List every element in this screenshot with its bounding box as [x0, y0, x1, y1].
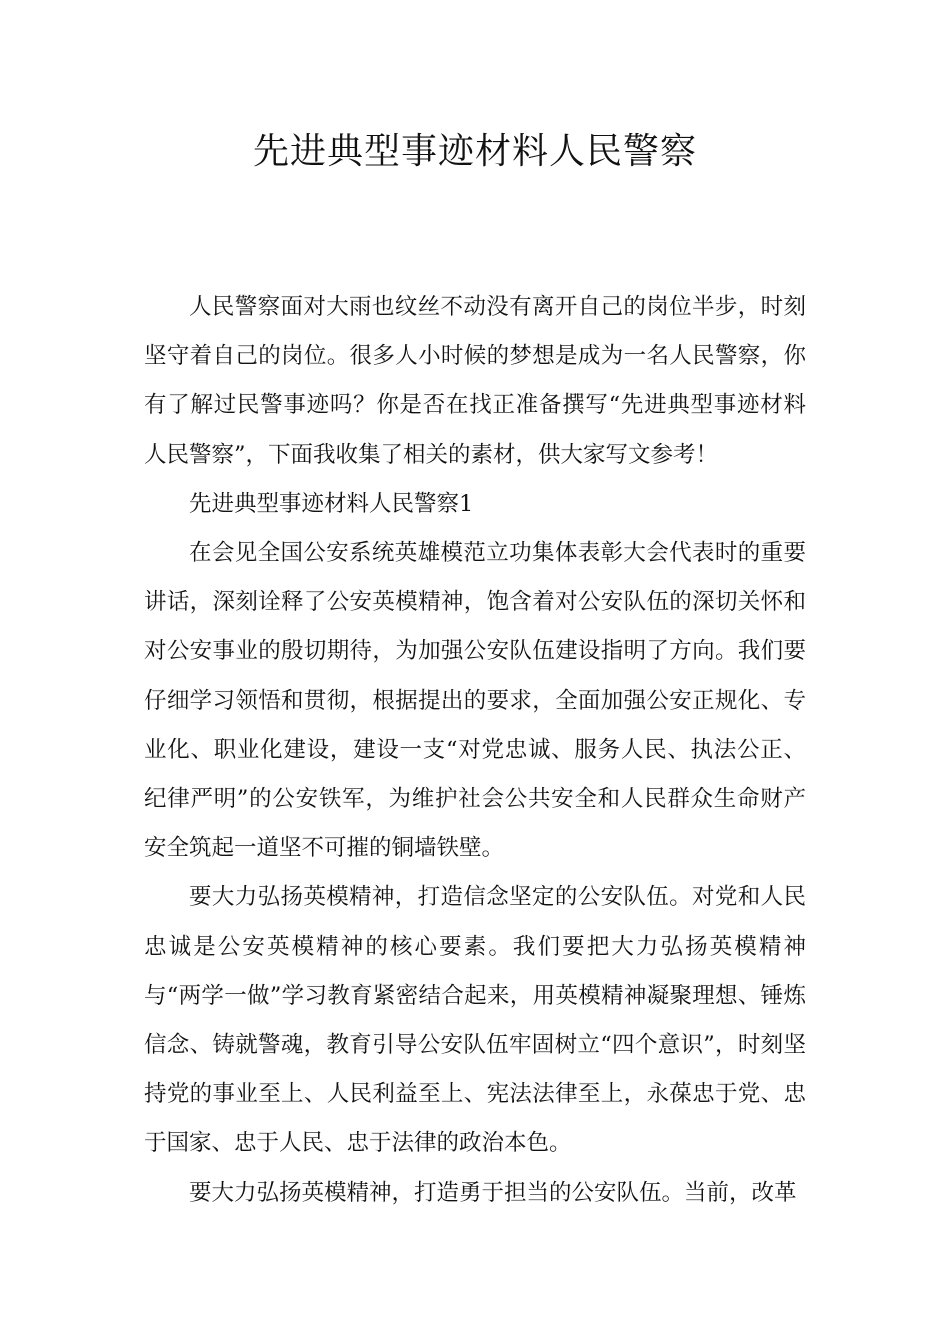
- paragraph-firm-belief: 要大力弘扬英模精神，打造信念坚定的公安队伍。对党和人民忠诚是公安英模精神的核心要素。我们要把大力弘扬英模精神与“两学一做”学习教育紧密结合起来，用英模精神凝聚理想、锤炼信念、铸就警魂，教育引导公安队伍牢固树立“四个意识”，时刻坚持党的事业至上、人民利益至上、宪法法律至上，永葆忠于党、忠于国家、忠于人民、忠于法律的政治本色。: [144, 884, 806, 1157]
- document-body: [144, 283, 806, 1218]
- paragraph-responsibility: 要大力弘扬英模精神，打造勇于担当的公安队伍。当前，改革: [189, 1179, 797, 1206]
- paragraph-speech: 在会见全国公安系统英雄模范立功集体表彰大会代表时的重要讲话，深刻诠释了公安英模精神，饱含着对公安队伍的深切关怀和对公安事业的殷切期待，为加强公安队伍建设指明了方向。我们要仔细学习领悟和贯彻，根据提出的要求，全面加强公安正规化、专业化、职业化建设，建设一支“对党忠诚、服务人民、执法公正、纪律严明”的公安铁军，为维护社会公共安全和人民群众生命财产安全筑起一道坚不可摧的铜墙铁壁。: [144, 540, 806, 862]
- document-title: 先进典型事迹材料人民警察: [252, 131, 697, 172]
- paragraph-intro: 人民警察面对大雨也纹丝不动没有离开自己的岗位半步，时刻坚守着自己的岗位。很多人小时候的梦想是成为一名人民警察，你有了解过民警事迹吗？你是否在找正准备撰写“先进典型事迹材料人民警察”，下面我收集了相关的素材，供大家写文参考！: [144, 294, 806, 468]
- section-heading-1: 先进典型事迹材料人民警察1: [189, 490, 474, 517]
